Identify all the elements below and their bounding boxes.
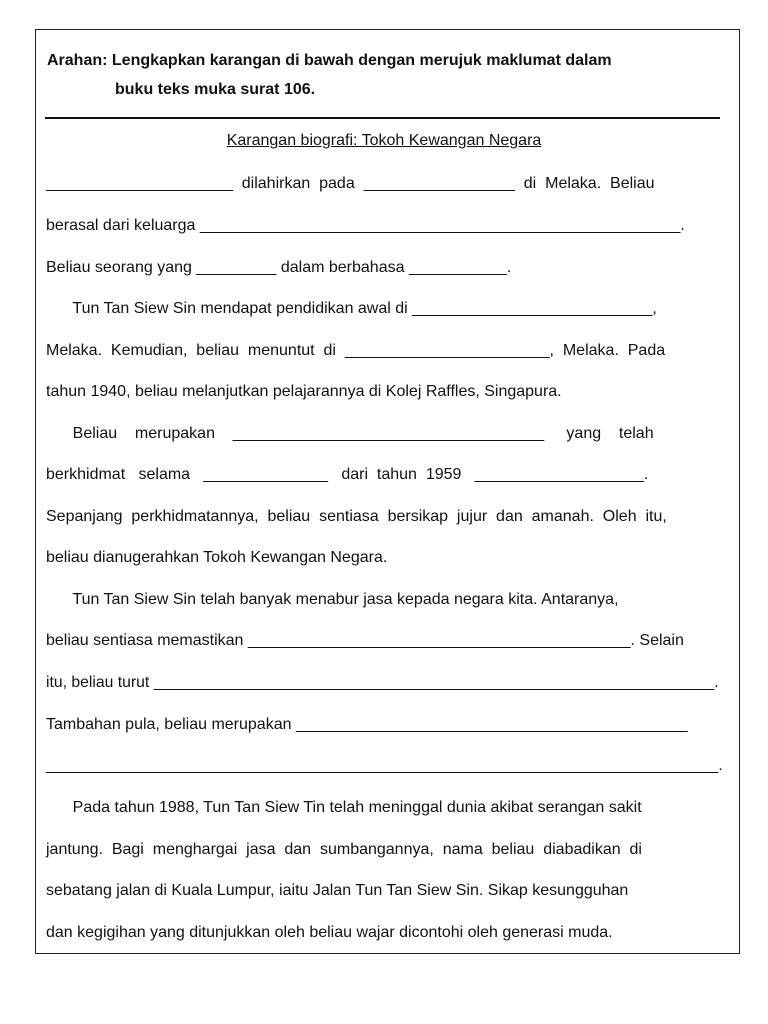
essay-line: berkhidmat selama ______________ dari tahun 1959 ___________________. bbox=[46, 466, 649, 483]
instruction bbox=[47, 46, 612, 104]
essay-line: Pada tahun 1988, Tun Tan Siew Tin telah meninggal dunia akibat serangan sakit bbox=[46, 799, 642, 816]
essay-line: Beliau merupakan ___________________________________ yang telah bbox=[46, 425, 654, 442]
essay-line: dan kegigihan yang ditunjukkan oleh beliau wajar dicontohi oleh generasi muda. bbox=[46, 924, 613, 941]
essay-line: berasal dari keluarga ______________________________________________________. bbox=[46, 217, 685, 234]
essay-line: tahun 1940, beliau melanjutkan pelajarannya di Kolej Raffles, Singapura. bbox=[46, 383, 562, 400]
essay-line: Tun Tan Siew Sin mendapat pendidikan awal di ___________________________, bbox=[46, 300, 657, 317]
essay-line: beliau sentiasa memastikan ___________________________________________. Selain bbox=[46, 632, 684, 649]
essay-line: Beliau seorang yang _________ dalam berbahasa ___________. bbox=[46, 259, 512, 276]
essay-line: Melaka. Kemudian, beliau menuntut di _______________________, Melaka. Pada bbox=[46, 342, 666, 359]
divider bbox=[45, 117, 720, 119]
essay-line: ______________________________________________________________________________. bbox=[46, 757, 723, 774]
essay-line: beliau dianugerahkan Tokoh Kewangan Negara. bbox=[46, 549, 388, 566]
essay-line: jantung. Bagi menghargai jasa dan sumbangannya, nama beliau diabadikan di bbox=[46, 841, 642, 858]
essay-line: _____________________ dilahirkan pada _________________ di Melaka. Beliau bbox=[46, 175, 655, 192]
essay-line: sebatang jalan di Kuala Lumpur, iaitu Jalan Tun Tan Siew Sin. Sikap kesungguhan bbox=[46, 882, 629, 899]
essay-title: Karangan biografi: Tokoh Kewangan Negara bbox=[226, 132, 542, 149]
essay-line: Sepanjang perkhidmatannya, beliau sentiasa bersikap jujur dan amanah. Oleh itu, bbox=[46, 508, 667, 525]
instruction-line-1: Arahan: Lengkapkan karangan di bawah dengan merujuk maklumat dalam bbox=[47, 52, 612, 69]
essay-line: Tun Tan Siew Sin telah banyak menabur jasa kepada negara kita. Antaranya, bbox=[46, 591, 619, 608]
essay-line: Tambahan pula, beliau merupakan ____________________________________________ bbox=[46, 716, 688, 733]
essay-line: itu, beliau turut ________________________________________________________________. bbox=[46, 674, 719, 691]
instruction-line-2: buku teks muka surat 106. bbox=[115, 81, 316, 98]
